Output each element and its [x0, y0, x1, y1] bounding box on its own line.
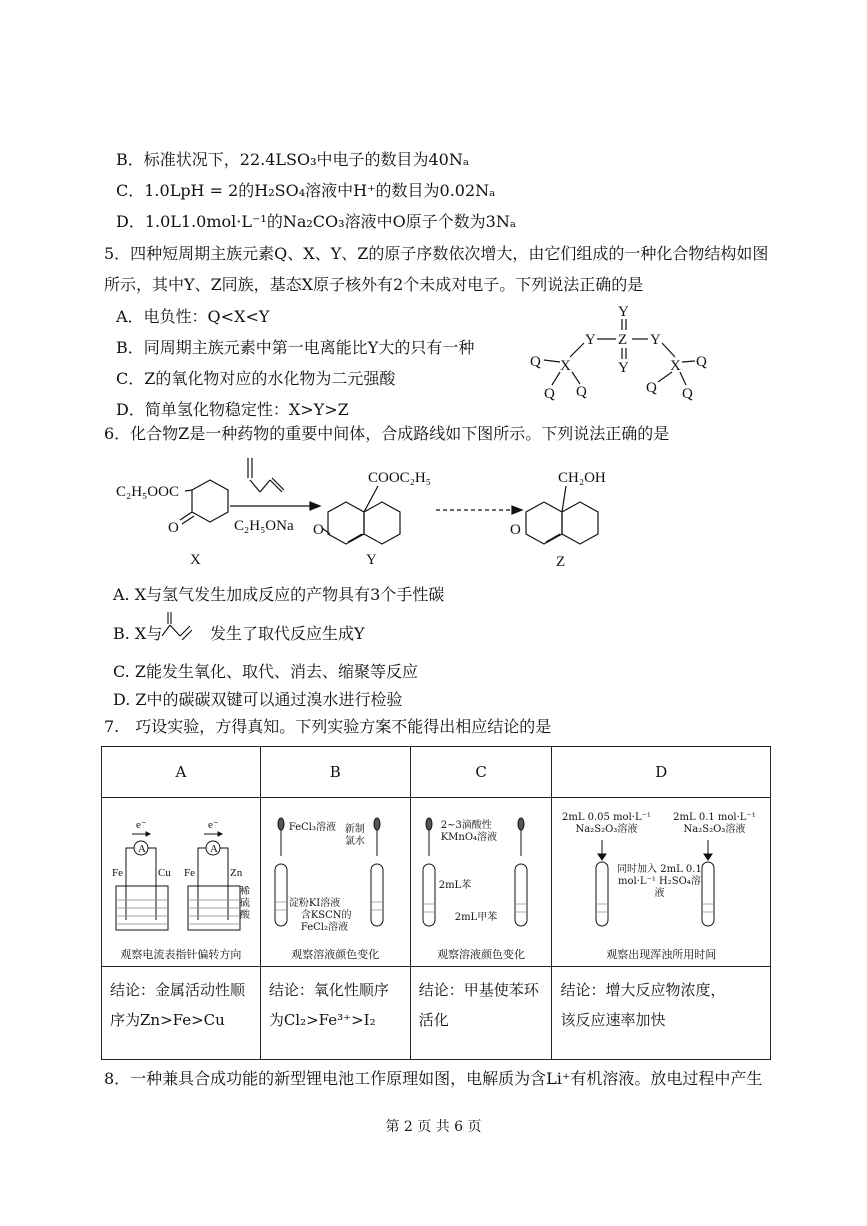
q7-stem: 7. 巧设实验，方得真知。下列实验方案不能得出相应结论的是	[104, 717, 552, 736]
caption-d: 观察出现浑浊所用时间	[606, 948, 717, 961]
electrode-cu: Cu	[158, 867, 171, 879]
galvanic-cell-diagram	[102, 804, 259, 944]
z-substituent: CH₂OH	[558, 470, 606, 486]
q4-option-d: D．1.0L1.0mol·L⁻¹的Na₂CO₃溶液中O原子个数为3Nₐ	[116, 212, 517, 231]
struct-y-right: Y	[650, 332, 661, 348]
q6-option-b-post: 发生了取代反应生成Y	[210, 624, 365, 643]
header-d: D	[552, 747, 771, 798]
kscn-label: 含KSCN的FeCl₂溶液	[300, 910, 352, 933]
label-x: X	[190, 552, 201, 568]
q4-option-b: B．标准状况下，22.4LSO₃中电子的数目为40Nₐ	[116, 150, 470, 169]
caption-a: 观察电流表指针偏转方向	[120, 948, 242, 961]
conclusion-d-line1: 结论：增大反应物浓度，	[560, 981, 726, 999]
struct-x-right: X	[670, 358, 681, 374]
conclusion-a	[102, 967, 261, 1060]
y-substituent: COOC₂H₅	[368, 470, 431, 486]
q6-option-a: A. X与氢气发生加成反应的产物具有3个手性碳	[113, 585, 445, 604]
toluene-label: 2mL甲苯	[454, 912, 498, 923]
struct-y-left: Y	[585, 332, 596, 348]
ammeter-left: A	[138, 843, 146, 855]
struct-q2: Q	[544, 386, 555, 402]
header-b: B	[260, 747, 410, 798]
page-footer: 第 2 页 共 6 页	[385, 1119, 482, 1135]
enone-icon	[160, 610, 206, 642]
z-oxygen: O	[510, 522, 521, 538]
conclusion-d	[552, 967, 771, 1060]
experiment-a-cell	[102, 798, 261, 967]
conclusion-c	[410, 967, 552, 1060]
conclusion-c-line2: 活化	[418, 1011, 449, 1029]
electron-right: e⁻	[208, 819, 219, 831]
q6-stem: 6．化合物Z是一种药物的重要中间体，合成路线如下图所示。下列说法正确的是	[104, 424, 670, 443]
conclusion-b-line2: 为Cl₂>Fe³⁺>I₂	[268, 1011, 376, 1029]
experiment-c-cell	[410, 798, 552, 967]
q5-stem-line2: 所示，其中Y、Z同族，基态X原子核外有2个未成对电子。下列说法正确的是	[104, 275, 644, 294]
struct-y-top: Y	[618, 304, 629, 320]
d-mid-label: 同时加入 2mL 0.1 mol·L⁻¹ H₂SO₄溶液	[617, 864, 702, 899]
acid-label: 稀硫酸	[240, 886, 250, 921]
label-z: Z	[556, 554, 566, 570]
ki-starch-label: 淀粉KI溶液	[288, 898, 341, 909]
electrode-fe1: Fe	[112, 867, 123, 879]
conclusion-d-line2: 该反应速率加快	[560, 1011, 666, 1029]
experiment-d-cell	[552, 798, 771, 967]
q6-option-c: C. Z能发生氧化、取代、消去、缩聚等反应	[113, 662, 418, 681]
conclusion-a-line1: 结论：金属活动性顺	[110, 981, 246, 999]
fecl3-label: FeCl₃溶液	[288, 822, 336, 833]
y-oxygen: O	[313, 522, 324, 538]
struct-q4: Q	[646, 380, 657, 396]
d-right-label: 2mL 0.1 mol·L⁻¹ Na₂S₂O₃溶液	[673, 812, 756, 835]
struct-x-left: X	[560, 358, 571, 374]
q5-option-b: B．同周期主族元素中第一电离能比Y大的只有一种	[116, 338, 475, 357]
header-a: A	[102, 747, 261, 798]
experiment-b-cell	[260, 798, 410, 967]
electrode-fe2: Fe	[184, 867, 195, 879]
caption-c: 观察溶液颜色变化	[437, 948, 526, 961]
benzene-label: 2mL苯	[438, 880, 472, 891]
caption-b: 观察溶液颜色变化	[291, 948, 380, 961]
struct-q1: Q	[530, 354, 541, 370]
struct-q6: Q	[682, 386, 693, 402]
q5-option-a: A．电负性：Q<X<Y	[116, 307, 270, 326]
experiment-table	[101, 746, 771, 1060]
q5-option-c: C．Z的氧化物对应的水化物为二元强酸	[116, 369, 396, 388]
q6-option-d: D. Z中的碳碳双键可以通过溴水进行检验	[113, 690, 403, 709]
struct-z: Z	[618, 332, 628, 348]
x-substituent: C₂H₅OOC	[116, 484, 179, 500]
chlorine-water-label: 新制氯水	[344, 824, 365, 847]
struct-q3: Q	[576, 384, 587, 400]
q8-stem: 8．一种兼具合成功能的新型锂电池工作原理如图，电解质为含Li⁺有机溶液。放电过程中产生	[104, 1069, 763, 1088]
q5-stem-line1: 5．四种短周期主族元素Q、X、Y、Z的原子序数依次增大，由它们组成的一种化合物结构如图	[104, 244, 769, 263]
header-c: C	[410, 747, 552, 798]
kmno4-label: 2~3滴酸性KMnO₄溶液	[440, 820, 498, 843]
label-y: Y	[366, 552, 377, 568]
q6-synthesis-route	[110, 450, 730, 575]
x-oxygen: O	[168, 520, 179, 536]
electron-left: e⁻	[136, 819, 147, 831]
q5-structure-diagram	[520, 300, 720, 405]
d-left-label: 2mL 0.05 mol·L⁻¹ Na₂S₂O₃溶液	[561, 812, 651, 835]
conclusion-c-line1: 结论：甲基使苯环	[418, 981, 539, 999]
conclusion-a-line2: 序为Zn>Fe>Cu	[110, 1011, 225, 1029]
q5-option-d: D．简单氢化物稳定性：X>Y>Z	[116, 400, 349, 419]
struct-y-bottom: Y	[618, 360, 629, 376]
q4-option-c: C．1.0LpH = 2的H₂SO₄溶液中H⁺的数目为0.02Nₐ	[116, 181, 496, 200]
conclusion-b	[260, 967, 410, 1060]
electrode-zn: Zn	[230, 867, 243, 879]
conclusion-b-line1: 结论：氧化性顺序	[268, 981, 389, 999]
struct-q5: Q	[696, 354, 707, 370]
q6-option-b-pre: B. X与	[113, 624, 163, 643]
ammeter-right: A	[210, 843, 218, 855]
reagent-label: C₂H₅ONa	[234, 518, 294, 534]
